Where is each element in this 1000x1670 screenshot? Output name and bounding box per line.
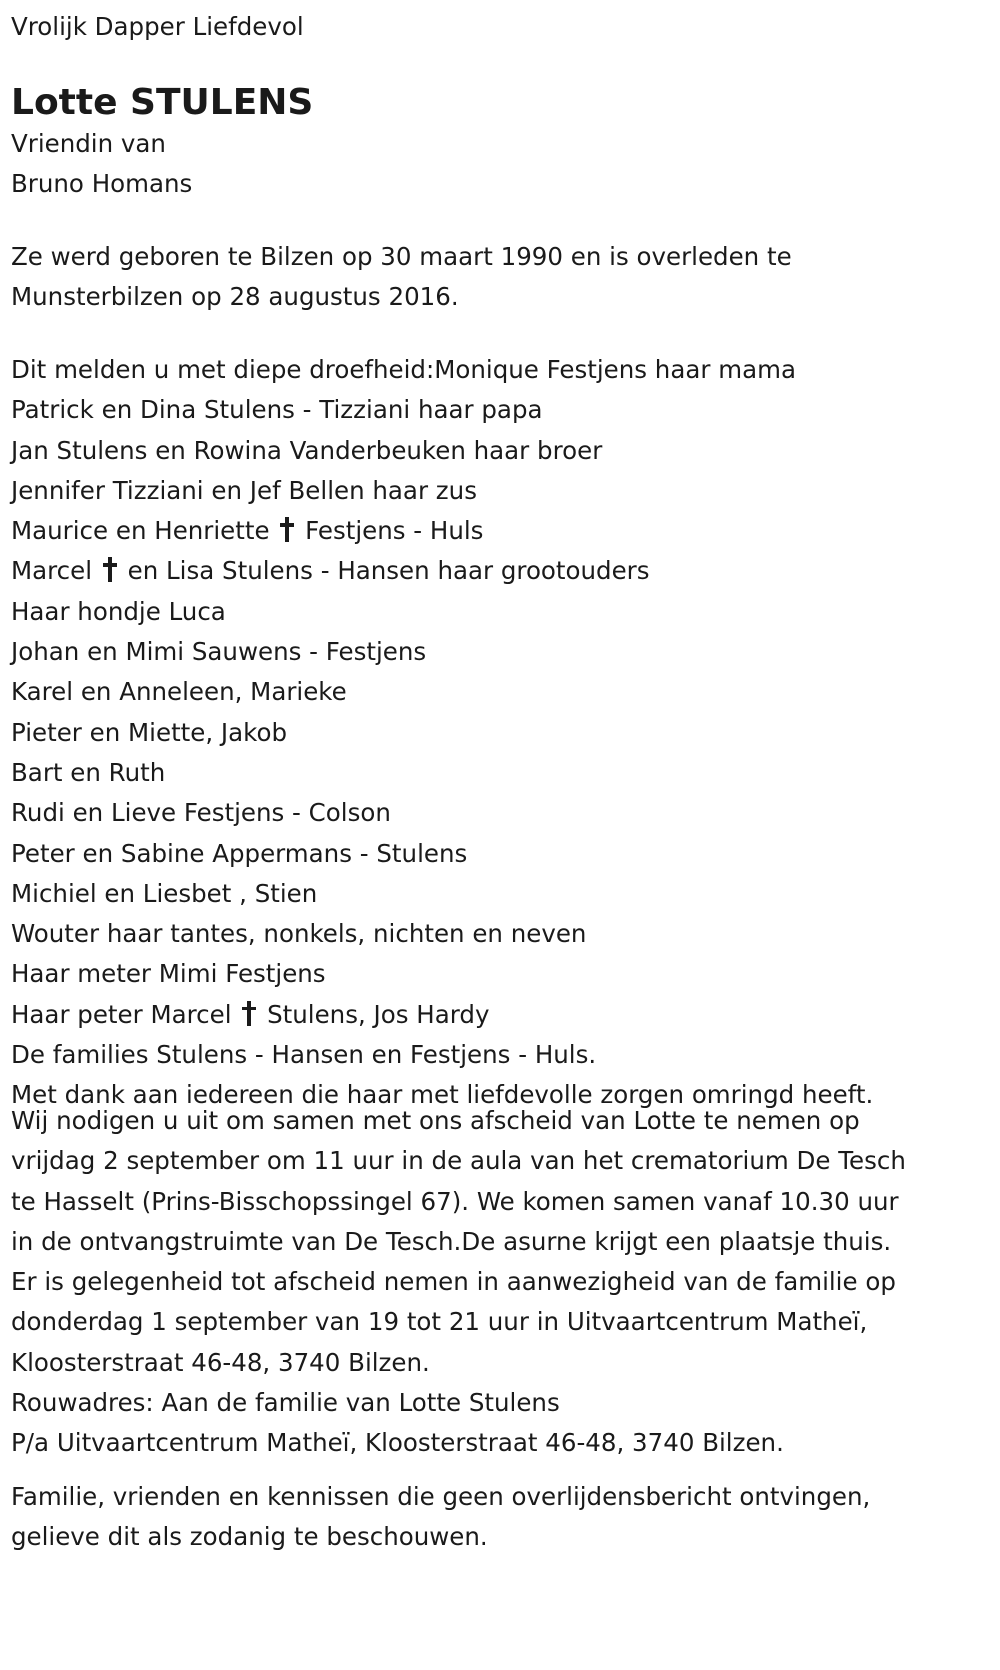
- mourner-line: Wouter haar tantes, nonkels, nichten en neven: [11, 919, 587, 949]
- closing-line: Familie, vrienden en kennissen die geen overlijdensbericht ontvingen,: [11, 1482, 871, 1511]
- motto: Vrolijk Dapper Liefdevol: [11, 12, 304, 41]
- invitation-line: Wij nodigen u uit om samen met ons afscheid van Lotte te nemen op: [11, 1106, 860, 1135]
- mourner-line: Michiel en Liesbet , Stien: [11, 878, 318, 908]
- mourner-line: Dit melden u met diepe droefheid:Monique Festjens haar mama: [11, 355, 796, 384]
- cross-icon: [242, 1001, 256, 1026]
- mourner-text: Festjens - Huls: [305, 516, 484, 546]
- invitation-line: Kloosterstraat 46-48, 3740 Bilzen.: [11, 1347, 430, 1377]
- relation-line: Vriendin van: [11, 129, 166, 158]
- birth-death-line: Munsterbilzen op 28 augustus 2016.: [11, 282, 459, 312]
- mourner-text: en Lisa Stulens - Hansen haar grootouders: [127, 556, 650, 586]
- mourner-line: Jan Stulens en Rowina Vanderbeuken haar broer: [11, 435, 603, 465]
- invitation-block: [11, 1101, 906, 1464]
- invitation-line: donderdag 1 september van 19 tot 21 uur in Uitvaartcentrum Matheï,: [11, 1307, 868, 1337]
- invitation-line: Er is gelegenheid tot afscheid nemen in aanwezigheid van de familie op: [11, 1267, 896, 1297]
- invitation-line: in de ontvangstruimte van De Tesch.De asurne krijgt een plaatsje thuis.: [11, 1226, 892, 1256]
- relation-line: Bruno Homans: [11, 169, 193, 199]
- invitation-line: P/a Uitvaartcentrum Matheï, Kloosterstraat 46-48, 3740 Bilzen.: [11, 1428, 784, 1458]
- mourner-line: [11, 511, 873, 551]
- closing-line: gelieve dit als zodanig te beschouwen.: [11, 1522, 488, 1552]
- invitation-line: Rouwadres: Aan de familie van Lotte Stulens: [11, 1388, 560, 1418]
- mourner-line: Patrick en Dina Stulens - Tizziani haar papa: [11, 395, 543, 425]
- mourner-text: Maurice en Henriette: [11, 516, 270, 546]
- mourner-line: Peter en Sabine Appermans - Stulens: [11, 838, 468, 868]
- mourner-line: Haar meter Mimi Festjens: [11, 959, 326, 989]
- mourner-text: Haar peter Marcel: [11, 999, 232, 1029]
- mourner-line: Met dank aan iedereen die haar met liefdevolle zorgen omringd heeft.: [11, 1080, 874, 1110]
- birth-death-block: [11, 237, 792, 318]
- mourner-line: Johan en Mimi Sauwens - Festjens: [11, 637, 427, 667]
- mourner-line: Jennifer Tizziani en Jef Bellen haar zus: [11, 475, 477, 505]
- relation-block: [11, 124, 192, 205]
- deceased-name: Lotte STULENS: [11, 82, 314, 123]
- cross-icon: [103, 557, 117, 582]
- invitation-line: vrijdag 2 september om 11 uur in de aula van het crematorium De Tesch: [11, 1146, 906, 1176]
- mourner-line: [11, 995, 873, 1035]
- mourner-line: Haar hondje Luca: [11, 596, 226, 626]
- mourners-block: [11, 350, 873, 1116]
- mourner-line: Karel en Anneleen, Marieke: [11, 677, 347, 707]
- mourner-line: De families Stulens - Hansen en Festjens - Huls.: [11, 1040, 597, 1070]
- mourner-line: Pieter en Miette, Jakob: [11, 717, 288, 747]
- mourner-line: Bart en Ruth: [11, 757, 166, 787]
- invitation-line: te Hasselt (Prins-Bisschopssingel 67). We komen samen vanaf 10.30 uur: [11, 1186, 899, 1216]
- cross-icon: [280, 517, 294, 542]
- mourner-text: Marcel: [11, 556, 93, 586]
- mourner-text: Stulens, Jos Hardy: [267, 999, 490, 1029]
- mourner-line: [11, 551, 873, 591]
- birth-death-line: Ze werd geboren te Bilzen op 30 maart 1990 en is overleden te: [11, 242, 792, 271]
- closing-block: [11, 1477, 870, 1558]
- mourner-line: Rudi en Lieve Festjens - Colson: [11, 798, 391, 828]
